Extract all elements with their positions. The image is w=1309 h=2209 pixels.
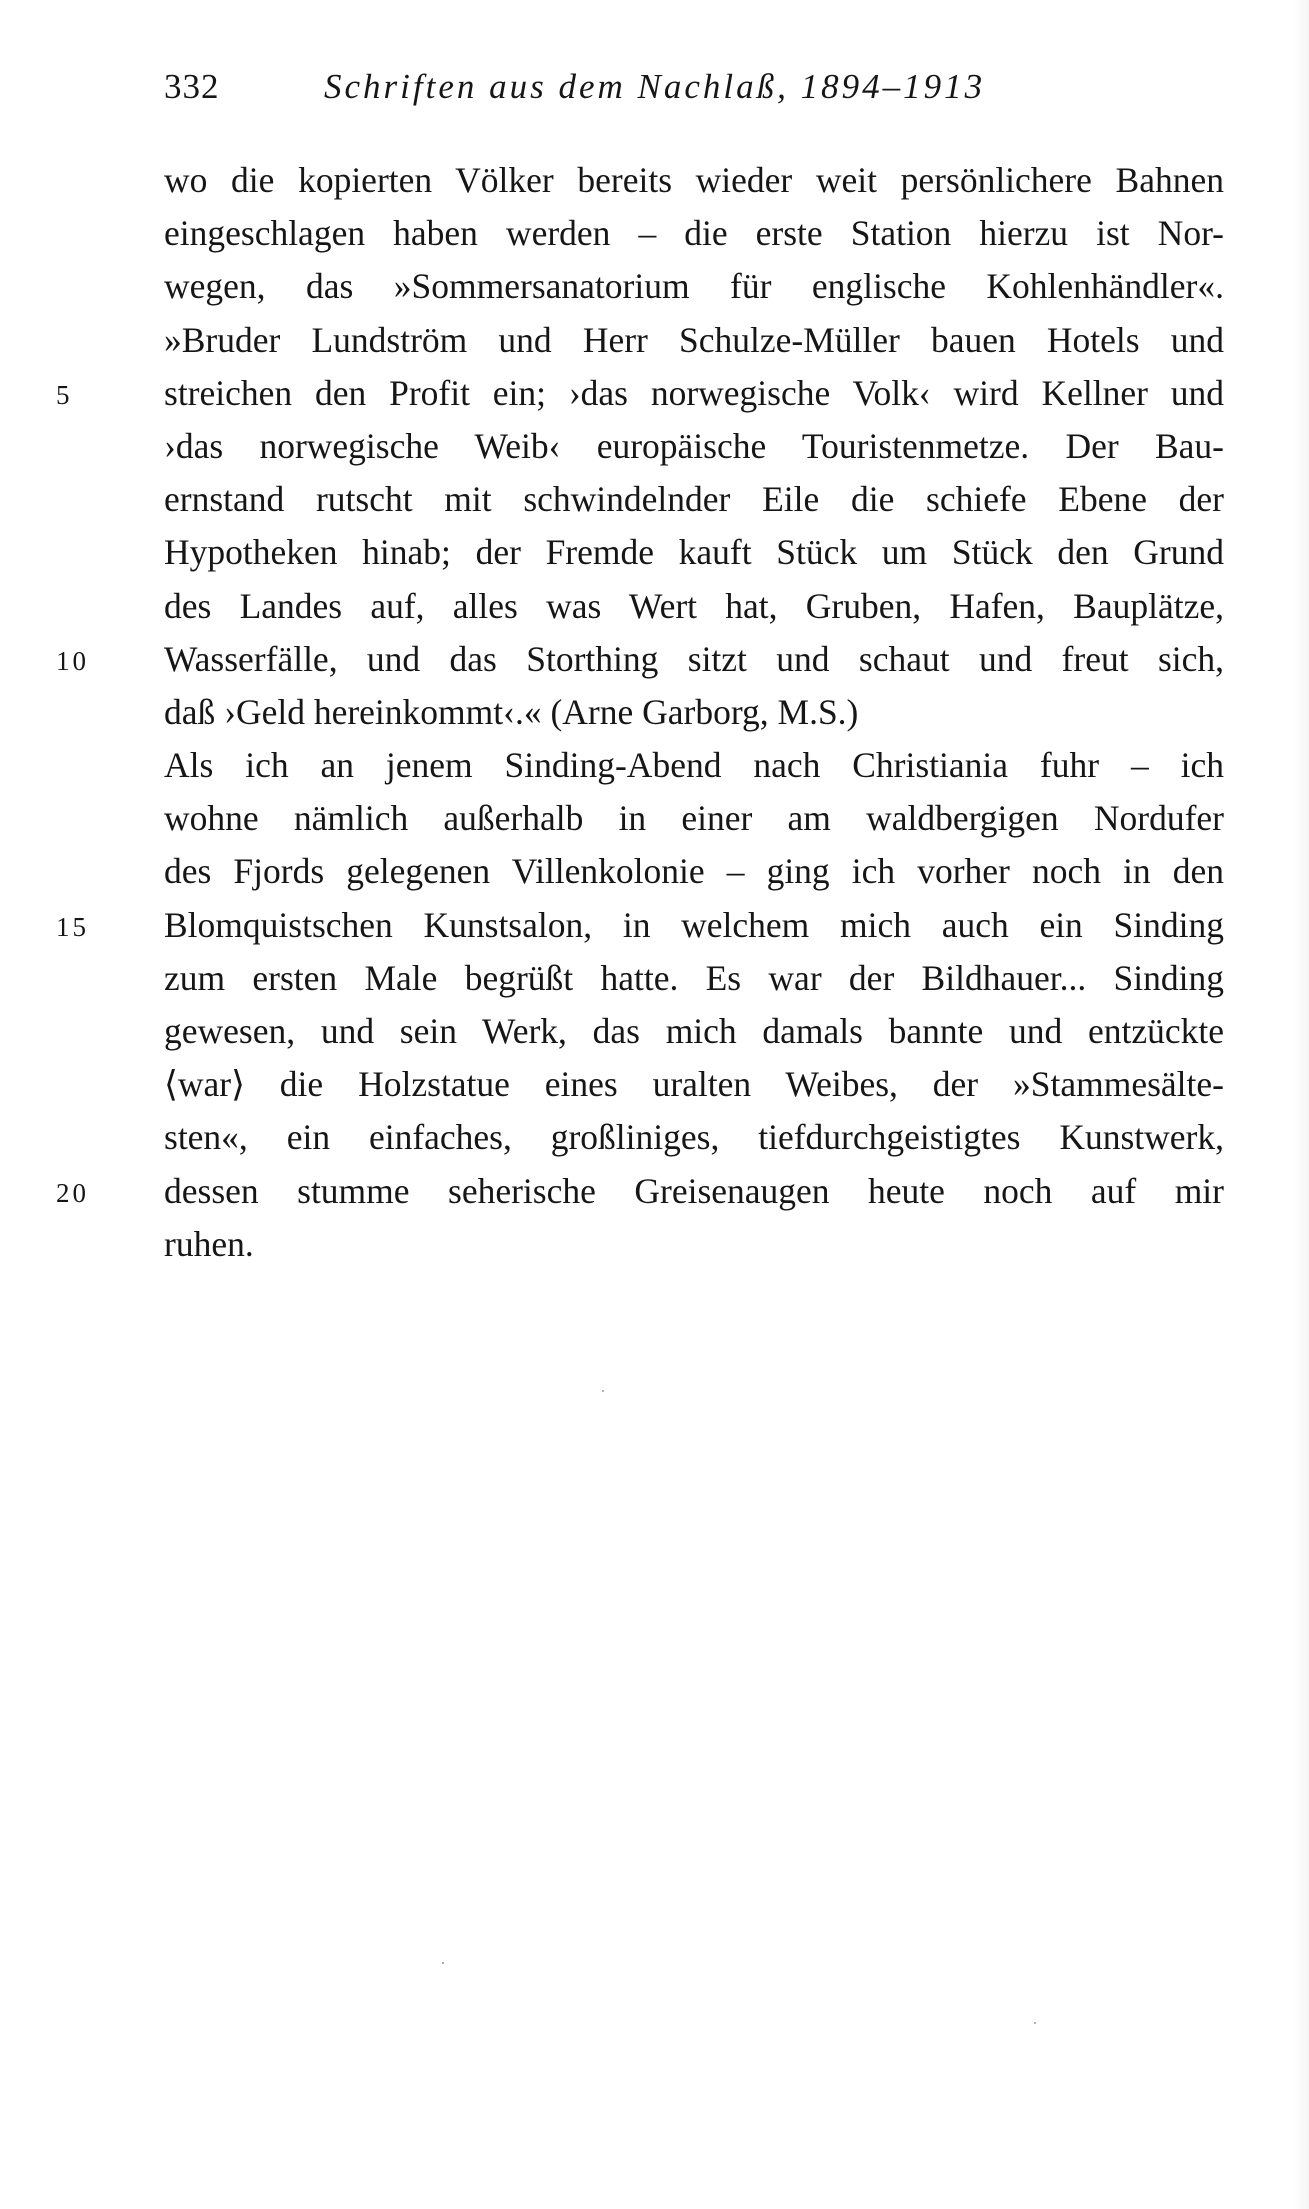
running-head <box>164 62 1224 112</box>
line-text: streichen den Profit ein; ›das norwegische Volk‹ wird Kellner und <box>164 372 1224 413</box>
text-line <box>56 899 1224 952</box>
text-line <box>164 473 1224 526</box>
line-text: sten«, ein einfaches, großliniges, tiefdurchgeistigtes Kunstwerk, <box>164 1117 1224 1158</box>
running-title: Schriften aus dem Nachlaß, 1894–1913 <box>324 67 986 106</box>
line-text: dessen stumme seherische Greisenaugen heute noch auf mir <box>164 1170 1224 1211</box>
paper-speck <box>1034 2022 1036 2024</box>
text-line <box>164 1005 1224 1058</box>
line-text: daß ›Geld hereinkommt‹.« (Arne Garborg, M.S.) <box>164 691 859 732</box>
page-edge-shadow <box>1293 0 1309 2209</box>
line-number: 15 <box>56 911 89 942</box>
line-text: ruhen. <box>164 1223 254 1264</box>
line-text: eingeschlagen haben werden – die erste Station hierzu ist Nor- <box>164 213 1224 254</box>
body-text <box>56 154 1224 1271</box>
text-line <box>164 207 1224 260</box>
paper-speck <box>442 1962 444 1964</box>
paper-speck <box>602 1390 604 1392</box>
line-text: wohne nämlich außerhalb in einer am waldbergigen Nordufer <box>164 798 1224 839</box>
line-text: zum ersten Male begrüßt hatte. Es war der Bildhauer... Sinding <box>164 957 1224 998</box>
text-line <box>164 792 1224 845</box>
text-line <box>164 314 1224 367</box>
text-line <box>56 367 1224 420</box>
line-number: 5 <box>56 379 73 410</box>
line-text: des Fjords gelegenen Villenkolonie – ging ich vorher noch in den <box>164 851 1224 892</box>
page-number: 332 <box>164 67 220 106</box>
line-number: 10 <box>56 645 89 676</box>
text-line <box>164 739 1224 792</box>
line-text: ›das norwegische Weib‹ europäische Touristenmetze. Der Bau- <box>164 425 1224 466</box>
line-text: wegen, das »Sommersanatorium für englische Kohlenhändler«. <box>164 266 1224 307</box>
line-text: Blomquistschen Kunstsalon, in welchem mich auch ein Sinding <box>164 904 1224 945</box>
text-line <box>56 633 1224 686</box>
text-line <box>56 1165 1224 1218</box>
text-line <box>164 1218 1224 1271</box>
line-text: ernstand rutscht mit schwindelnder Eile die schiefe Ebene der <box>164 479 1224 520</box>
text-line <box>164 420 1224 473</box>
text-line <box>164 1111 1224 1164</box>
text-line <box>164 1058 1224 1111</box>
text-line <box>164 686 1224 739</box>
text-line <box>164 845 1224 898</box>
text-line <box>164 154 1224 207</box>
text-line <box>164 526 1224 579</box>
line-text: Wasserfälle, und das Storthing sitzt und schaut und freut sich, <box>164 638 1224 679</box>
line-text: Hypotheken hinab; der Fremde kauft Stück um Stück den Grund <box>164 532 1224 573</box>
text-line <box>164 580 1224 633</box>
line-text: des Landes auf, alles was Wert hat, Gruben, Hafen, Bauplätze, <box>164 585 1224 626</box>
text-line <box>164 952 1224 1005</box>
line-text: gewesen, und sein Werk, das mich damals bannte und entzückte <box>164 1011 1224 1051</box>
line-text: wo die kopierten Völker bereits wieder weit persönlichere Bahnen <box>164 160 1224 200</box>
line-number: 20 <box>56 1177 89 1208</box>
line-text: Als ich an jenem Sinding-Abend nach Christiania fuhr – ich <box>164 745 1224 786</box>
line-text: ⟨war⟩ die Holzstatue eines uralten Weibes, der »Stammesälte- <box>164 1064 1224 1105</box>
line-text: »Bruder Lundström und Herr Schulze-Müller bauen Hotels und <box>164 319 1224 360</box>
text-line <box>164 260 1224 313</box>
